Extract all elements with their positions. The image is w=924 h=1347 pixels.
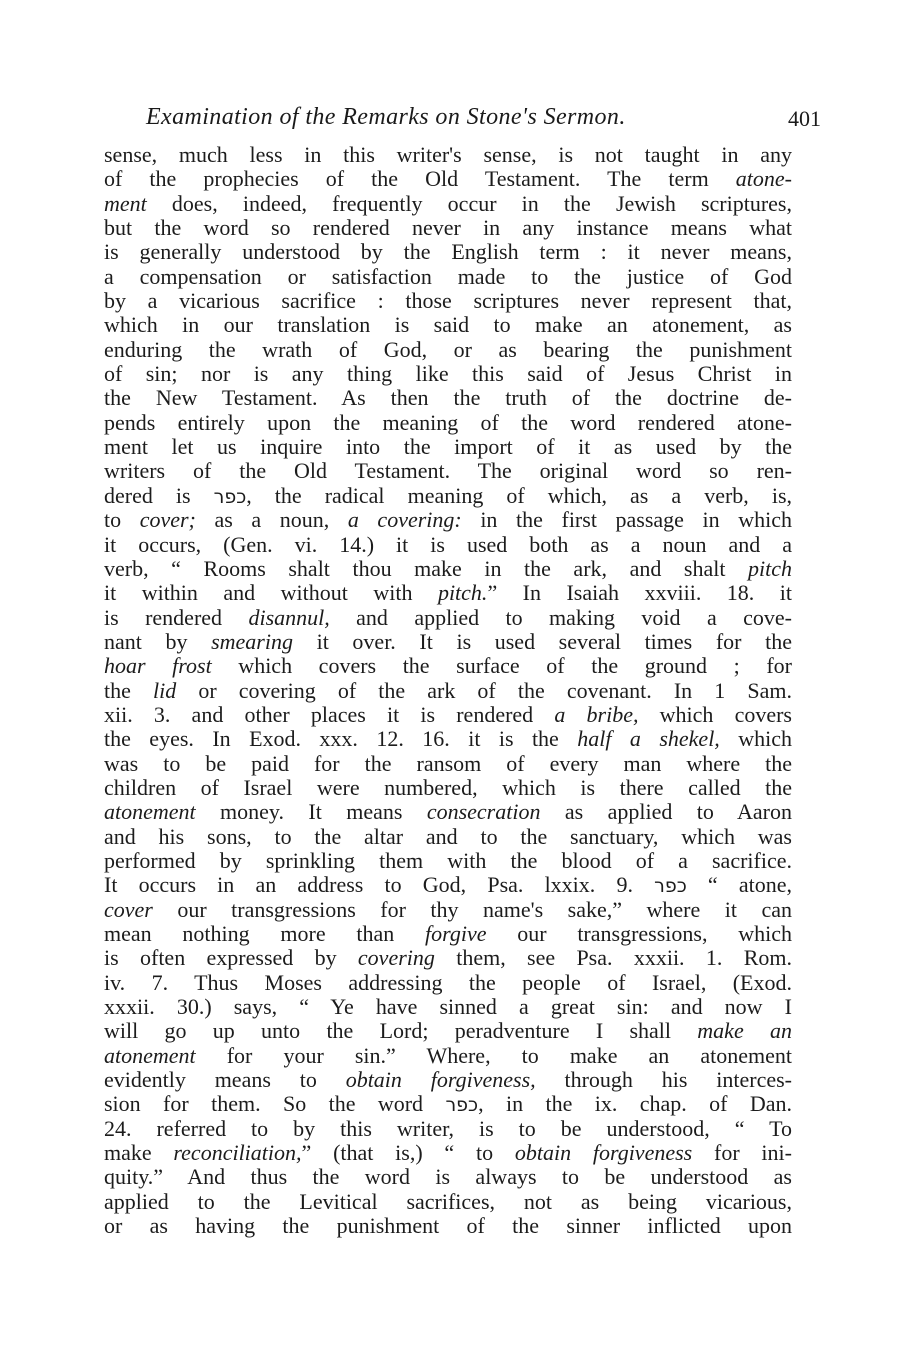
text-run: ” In Isaiah xxviii. 18. it (487, 580, 792, 606)
text-run: writers of the Old Testament. The original word so ren- (104, 458, 792, 484)
text-run: dered is (104, 482, 214, 508)
text-line (104, 362, 792, 386)
text-run: xxxii. 30.) says, “ Ye have sinned a great sin: and now I (104, 994, 792, 1020)
text-run: children of Israel were numbered, which is there called the (104, 774, 792, 800)
text-line (104, 167, 792, 191)
italic-text: covering (357, 945, 435, 971)
text-run: is generally understood by the English term : it never means, (104, 239, 792, 265)
text-line (104, 508, 792, 532)
italic-text: make an (697, 1018, 792, 1044)
text-run: in the first passage in which (461, 507, 792, 533)
text-line (104, 606, 792, 630)
text-run: and applied to making void a cove- (329, 604, 792, 630)
text-run: which (719, 726, 793, 752)
text-line (104, 338, 792, 362)
text-line (104, 946, 792, 970)
text-line (104, 435, 792, 459)
italic-text: cover (104, 896, 153, 922)
hebrew-word: כפר (654, 875, 687, 898)
text-run: which covers the surface of the ground ; for (211, 653, 792, 679)
italic-text: a bribe, (554, 701, 639, 727)
text-run: ment let us inquire into the import of it as used by the (104, 434, 792, 460)
text-line (104, 1092, 792, 1116)
italic-text: pitch (748, 555, 792, 581)
text-line (104, 1214, 792, 1238)
text-run: mean nothing more than (104, 921, 425, 946)
text-run: by a vicarious sacrifice : those scriptures never represent that, (104, 288, 792, 314)
text-run: enduring the wrath of God, or as bearing the punishment (104, 336, 792, 362)
italic-text: cover; (139, 507, 196, 533)
text-run: ” (that is,) “ to (301, 1140, 515, 1166)
text-run: iv. 7. Thus Moses addressing the people of Israel, (Exod. (104, 969, 792, 995)
italic-text: disannul, (248, 604, 330, 630)
hebrew-word: כפר (213, 485, 247, 508)
text-run: quity.” And thus the word is always to be understood as (104, 1164, 792, 1190)
italic-text: hoar frost (104, 653, 212, 679)
text-run: It occurs in an address to God, Psa. lxxix. 9. (104, 872, 655, 898)
text-line (104, 533, 792, 557)
text-run: performed by sprinkling them with the blood of a sacrifice. (104, 847, 792, 873)
text-run: it over. It is used several times for the (292, 628, 792, 654)
italic-text: obtain forgiveness, (345, 1067, 536, 1093)
text-run: as applied to Aaron (540, 799, 792, 825)
text-run: is often expressed by (104, 945, 358, 971)
text-run: money. It means (195, 799, 427, 825)
text-line (104, 581, 792, 605)
italic-text: obtain forgiveness (514, 1140, 693, 1166)
text-run: 24. referred to by this writer, is to be understood, “ To (104, 1115, 792, 1141)
text-run: or covering of the ark of the covenant. In 1 Sam. (176, 677, 792, 703)
text-line (104, 1044, 792, 1068)
text-run: xii. 3. and other places it is rendered (104, 701, 555, 727)
text-line (104, 703, 792, 727)
text-run: evidently means to (104, 1067, 346, 1093)
text-run: sion for them. So the word (104, 1091, 446, 1117)
text-run: our transgressions, which (486, 921, 792, 946)
text-run: which in our translation is said to make an atonement, as (104, 312, 792, 338)
text-line (104, 386, 792, 410)
text-run: nant by (104, 628, 212, 654)
text-run: the (104, 677, 153, 703)
text-run: to (104, 507, 140, 533)
text-run: verb, “ Rooms shalt thou make in the ark, and shalt (104, 555, 748, 581)
text-run: will go up unto the Lord; peradventure I shall (104, 1018, 698, 1044)
body-text (104, 143, 792, 1238)
text-line (104, 1019, 792, 1043)
text-line (104, 313, 792, 337)
text-run: our transgressions for thy name's sake,” where it can (152, 896, 792, 922)
text-line (104, 289, 792, 313)
page-number: 401 (788, 106, 821, 131)
text-line (104, 679, 792, 703)
text-run: sense, much less in this writer's sense, is not taught in any (104, 142, 792, 167)
text-line (104, 849, 792, 873)
text-run: applied to the Levitical sacrifices, not as being vicarious, (104, 1188, 792, 1214)
text-run: “ atone, (686, 872, 792, 898)
text-line (104, 922, 792, 946)
text-line (104, 557, 792, 581)
text-line (104, 192, 792, 216)
hebrew-word: כפר (445, 1094, 479, 1117)
text-line (104, 1190, 792, 1214)
italic-text: smearing (211, 628, 293, 654)
text-run: through his interces- (535, 1067, 792, 1093)
text-line (104, 630, 792, 654)
text-run: or as having the punishment of the sinner inflicted upon (104, 1213, 792, 1239)
italic-text: atonement (104, 799, 196, 825)
text-line (104, 143, 792, 167)
italic-text: pitch. (437, 580, 488, 606)
italic-text: atone- (735, 166, 792, 192)
text-line (104, 1117, 792, 1141)
text-line (104, 1165, 792, 1189)
text-run: , the radical meaning of which, as a verb, is, (246, 482, 793, 508)
text-run: make (104, 1140, 174, 1166)
text-line (104, 1068, 792, 1092)
text-run: of sin; nor is any thing like this said of Jesus Christ in (104, 361, 792, 387)
text-line (104, 971, 792, 995)
text-run: which covers (638, 701, 792, 727)
text-line (104, 727, 792, 751)
text-line (104, 995, 792, 1019)
text-line (104, 654, 792, 678)
text-line (104, 1141, 792, 1165)
text-run: but the word so rendered never in any instance means what (104, 215, 792, 241)
running-head (146, 104, 821, 134)
text-line (104, 800, 792, 824)
italic-text: atonement (104, 1042, 196, 1068)
running-title: Examination of the Remarks on Stone's Sermon. (146, 104, 626, 130)
text-run: them, see Psa. xxxii. 1. Rom. (434, 945, 792, 971)
text-line (104, 265, 792, 289)
text-line (104, 873, 792, 897)
italic-text: half a shekel, (577, 726, 720, 752)
italic-text: a covering: (347, 507, 462, 533)
text-run: does, indeed, frequently occur in the Jewish scriptures, (146, 190, 792, 216)
italic-text: ment (104, 190, 147, 216)
text-line (104, 411, 792, 435)
text-run: it occurs, (Gen. vi. 14.) it is used both as a noun and a (104, 531, 792, 557)
text-line (104, 484, 792, 508)
text-run: the New Testament. As then the truth of the doctrine de- (104, 385, 792, 411)
text-line (104, 459, 792, 483)
text-line (104, 776, 792, 800)
italic-text: reconciliation, (173, 1140, 302, 1166)
text-run: a compensation or satisfaction made to the justice of God (104, 263, 792, 289)
text-run: the eyes. In Exod. xxx. 12. 16. it is the (104, 726, 578, 752)
text-line (104, 898, 792, 922)
text-run: for your sin.” Where, to make an atonement (195, 1042, 792, 1068)
text-line (104, 825, 792, 849)
text-line (104, 216, 792, 240)
text-run: for ini- (692, 1140, 792, 1166)
text-run: pends entirely upon the meaning of the word rendered atone- (104, 409, 792, 435)
italic-text: forgive (424, 921, 487, 946)
text-run: is rendered (104, 604, 249, 630)
text-run: as a noun, (195, 507, 348, 533)
italic-text: lid (152, 677, 177, 703)
italic-text: consecration (426, 799, 541, 825)
text-run: and his sons, to the altar and to the sanctuary, which was (104, 823, 792, 849)
text-run: of the prophecies of the Old Testament. The term (104, 166, 736, 192)
text-run: , in the ix. chap. of Dan. (478, 1091, 792, 1117)
text-line (104, 752, 792, 776)
text-line (104, 240, 792, 264)
text-run: it within and without with (104, 580, 438, 606)
text-run: was to be paid for the ransom of every man where the (104, 750, 792, 776)
